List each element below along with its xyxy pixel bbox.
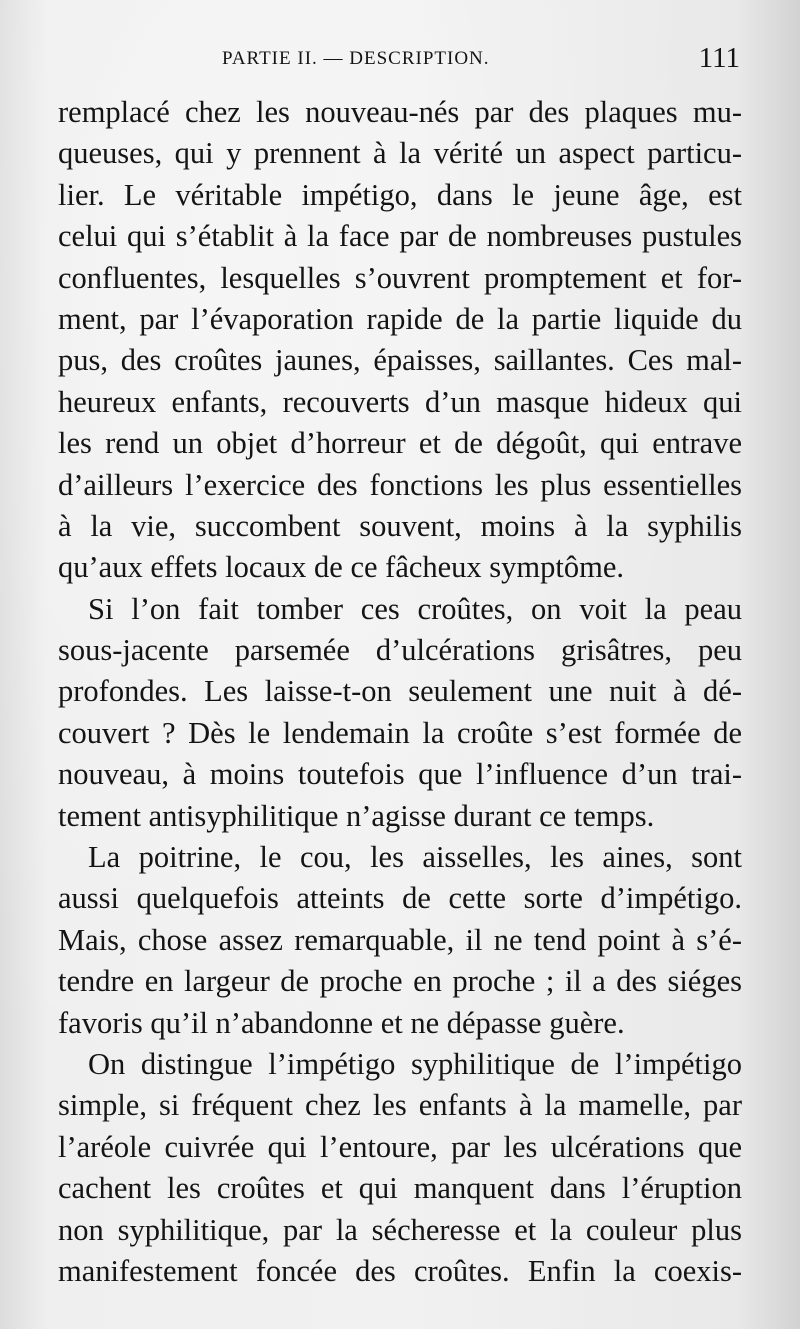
text-line: Si l’on fait tomber ces croûtes, on voit la peau (88, 591, 742, 626)
text-line: queuses, qui y prennent à la vérité un aspect particu- (58, 136, 742, 171)
body-text (58, 92, 742, 1292)
text-line: remplacé chez les nouveau-nés par des plaques mu- (58, 95, 742, 129)
text-line: celui qui s’établit à la face par de nombreuses pustules (58, 219, 742, 254)
text-line: nouveau, à moins toutefois que l’influence d’un trai- (58, 757, 742, 792)
text-line: aussi quelquefois atteints de cette sorte d’impétigo. (58, 881, 742, 916)
text-line: tendre en largeur de proche en proche ; il a des siéges (58, 964, 742, 999)
text-line: On distingue l’impétigo syphilitique de l’impétigo (88, 1046, 742, 1081)
text-line: La poitrine, le cou, les aisselles, les aines, sont (88, 840, 742, 875)
running-head-title: PARTIE II. — DESCRIPTION. (222, 48, 490, 69)
text-line: non syphilitique, par la sécheresse et la couleur plus (58, 1212, 742, 1247)
text-line: couvert ? Dès le lendemain la croûte s’est formée de (58, 715, 742, 750)
text-line: les rend un objet d’horreur et de dégoût, qui entrave (58, 426, 742, 461)
text-line: d’ailleurs l’exercice des fonctions les plus essentielles (58, 467, 742, 502)
text-line: qu’aux effets locaux de ce fâcheux symptôme. (58, 550, 625, 585)
text-line: favoris qu’il n’abandonne et ne dépasse guère. (58, 1005, 625, 1040)
text-line: profondes. Les laisse-t-on seulement une nuit à dé- (58, 674, 742, 709)
text-line: sous-jacente parsemée d’ulcérations grisâtres, peu (58, 633, 742, 668)
running-head (60, 44, 740, 84)
text-line: pus, des croûtes jaunes, épaisses, saillantes. Ces mal- (58, 343, 742, 378)
text-line: tement antisyphilitique n’agisse durant ce temps. (58, 798, 655, 833)
text-line: lier. Le véritable impétigo, dans le jeune âge, est (58, 177, 742, 212)
text-line: ment, par l’évaporation rapide de la partie liquide du (58, 301, 742, 336)
text-line: à la vie, succombent souvent, moins à la syphilis (58, 508, 742, 543)
text-line: Mais, chose assez remarquable, il ne tend point à s’é- (58, 922, 742, 957)
page-number: 111 (698, 42, 740, 74)
text-line: heureux enfants, recouverts d’un masque hideux qui (58, 384, 742, 419)
text-line: manifestement foncée des croûtes. Enfin la coexis- (58, 1253, 742, 1288)
text-line: l’aréole cuivrée qui l’entoure, par les ulcérations que (58, 1129, 742, 1164)
text-line: cachent les croûtes et qui manquent dans l’éruption (58, 1171, 742, 1206)
text-line: simple, si fréquent chez les enfants à la mamelle, par (58, 1088, 742, 1123)
text-line: confluentes, lesquelles s’ouvrent promptement et for- (58, 260, 742, 295)
